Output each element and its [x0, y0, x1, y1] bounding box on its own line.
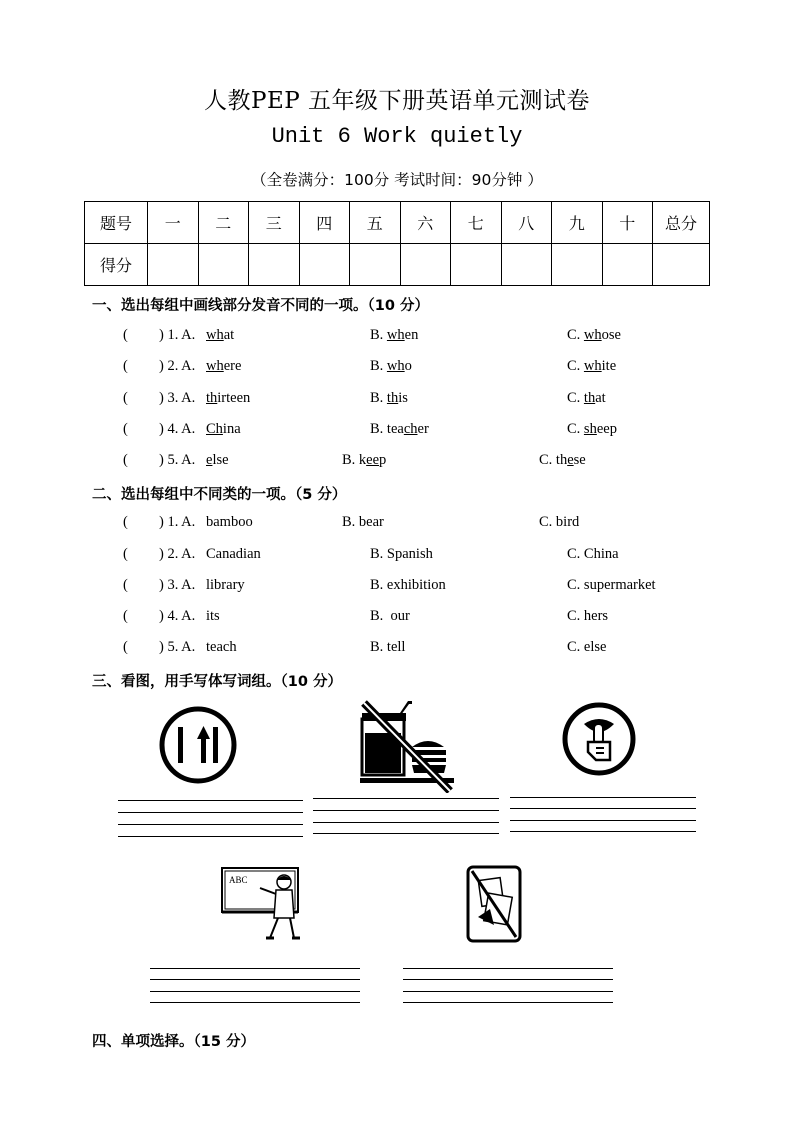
option-b: B. our	[370, 608, 410, 624]
score-table-header-row	[85, 202, 710, 244]
score-cell: 十	[602, 202, 653, 244]
score-input-cell[interactable]	[602, 244, 653, 286]
section2-title: 二、选出每组中不同类的一项。（5 分）	[92, 487, 347, 503]
answer-line[interactable]	[313, 833, 499, 834]
question-number: ) 1. A.	[159, 327, 196, 343]
option-c: C. China	[567, 546, 619, 562]
option-c: C. bird	[539, 514, 580, 530]
option-a: its	[206, 608, 220, 624]
option-a: what	[206, 327, 235, 343]
exam-meta: （全卷满分：100分 考试时间：90分钟 ）	[251, 171, 543, 189]
option-a: China	[206, 421, 241, 437]
section3-title: 三、看图，用手写体写词组。（10 分）	[92, 674, 342, 690]
answer-line[interactable]	[313, 798, 499, 799]
answer-paren[interactable]: (	[123, 608, 128, 624]
answer-line[interactable]	[150, 991, 360, 992]
score-input-cell[interactable]	[249, 244, 300, 286]
score-input-cell[interactable]	[198, 244, 249, 286]
score-cell: 二	[198, 202, 249, 244]
answer-line[interactable]	[403, 968, 613, 969]
option-b: B. when	[370, 327, 419, 343]
answer-paren[interactable]: (	[123, 514, 128, 530]
score-table	[84, 201, 710, 286]
answer-line[interactable]	[510, 797, 696, 798]
answer-line[interactable]	[118, 800, 303, 801]
answer-paren[interactable]: (	[123, 452, 128, 468]
section1-title: 一、选出每组中画线部分发音不同的一项。（10 分）	[92, 298, 429, 314]
score-input-cell[interactable]	[653, 244, 710, 286]
score-cell: 六	[400, 202, 451, 244]
score-cell: 题号	[85, 202, 148, 244]
score-cell: 八	[501, 202, 552, 244]
answer-line[interactable]	[403, 1002, 613, 1003]
score-cell: 总分	[653, 202, 710, 244]
answer-paren[interactable]: (	[123, 421, 128, 437]
no-food-or-drink-sign-icon	[360, 699, 454, 793]
keep-to-the-right-sign-icon	[157, 704, 239, 786]
option-b: B. this	[370, 390, 408, 406]
option-a: else	[206, 452, 229, 468]
answer-paren[interactable]: (	[123, 639, 128, 655]
answer-paren[interactable]: (	[123, 390, 128, 406]
question-number: ) 1. A.	[159, 514, 196, 530]
question-number: ) 4. A.	[159, 608, 196, 624]
option-a: teach	[206, 639, 237, 655]
score-input-cell[interactable]	[552, 244, 603, 286]
question-number: ) 5. A.	[159, 452, 196, 468]
option-a: thirteen	[206, 390, 251, 406]
answer-line[interactable]	[510, 820, 696, 821]
score-input-cell[interactable]	[501, 244, 552, 286]
answer-line[interactable]	[150, 968, 360, 969]
question-number: ) 4. A.	[159, 421, 196, 437]
page-title: 人教PEP 五年级下册英语单元测试卷	[203, 88, 591, 114]
score-cell: 七	[451, 202, 502, 244]
option-c: C. sheep	[567, 421, 617, 437]
answer-paren[interactable]: (	[123, 546, 128, 562]
no-paper-sign-icon	[466, 865, 522, 943]
answer-line[interactable]	[313, 810, 499, 811]
teacher-at-blackboard-icon	[220, 866, 302, 944]
option-c: C. whose	[567, 327, 621, 343]
option-b: B. tell	[370, 639, 406, 655]
unit-subtitle: Unit 6 Work quietly	[271, 124, 523, 149]
option-c: C. else	[567, 639, 607, 655]
question-number: ) 3. A.	[159, 390, 196, 406]
answer-paren[interactable]: (	[123, 358, 128, 374]
score-input-cell[interactable]	[299, 244, 350, 286]
score-cell: 五	[350, 202, 401, 244]
question-number: ) 3. A.	[159, 577, 196, 593]
option-b: B. teacher	[370, 421, 429, 437]
option-a: Canadian	[206, 546, 261, 562]
option-c: C. supermarket	[567, 577, 656, 593]
option-c: C. hers	[567, 608, 609, 624]
option-b: B. Spanish	[370, 546, 433, 562]
option-a: library	[206, 577, 245, 593]
score-input-cell[interactable]	[400, 244, 451, 286]
keep-quiet-sign-icon	[562, 702, 636, 776]
answer-line[interactable]	[510, 831, 696, 832]
answer-line[interactable]	[118, 836, 303, 837]
answer-line[interactable]	[150, 1002, 360, 1003]
score-input-cell[interactable]	[451, 244, 502, 286]
option-b: B. who	[370, 358, 412, 374]
score-cell: 四	[299, 202, 350, 244]
answer-line[interactable]	[403, 991, 613, 992]
option-c: C. that	[567, 390, 606, 406]
question-number: ) 2. A.	[159, 546, 196, 562]
option-a: bamboo	[206, 514, 253, 530]
score-table-score-row	[85, 244, 710, 286]
section4-title: 四、单项选择。（15 分）	[92, 1034, 255, 1050]
answer-line[interactable]	[403, 979, 613, 980]
score-input-cell[interactable]	[148, 244, 199, 286]
answer-paren[interactable]: (	[123, 327, 128, 343]
score-row-label: 得分	[85, 244, 148, 286]
score-input-cell[interactable]	[350, 244, 401, 286]
answer-line[interactable]	[118, 824, 303, 825]
answer-paren[interactable]: (	[123, 577, 128, 593]
answer-line[interactable]	[118, 812, 303, 813]
question-number: ) 2. A.	[159, 358, 196, 374]
answer-line[interactable]	[313, 822, 499, 823]
option-c: C. white	[567, 358, 617, 374]
option-b: B. bear	[342, 514, 384, 530]
score-cell: 三	[249, 202, 300, 244]
answer-line[interactable]	[150, 979, 360, 980]
option-b: B. exhibition	[370, 577, 446, 593]
question-number: ) 5. A.	[159, 639, 196, 655]
score-cell: 九	[552, 202, 603, 244]
score-cell: 一	[148, 202, 199, 244]
option-c: C. these	[539, 452, 586, 468]
option-b: B. keep	[342, 452, 387, 468]
option-a: where	[206, 358, 242, 374]
answer-line[interactable]	[510, 808, 696, 809]
blackboard-text: ABC	[229, 875, 248, 885]
